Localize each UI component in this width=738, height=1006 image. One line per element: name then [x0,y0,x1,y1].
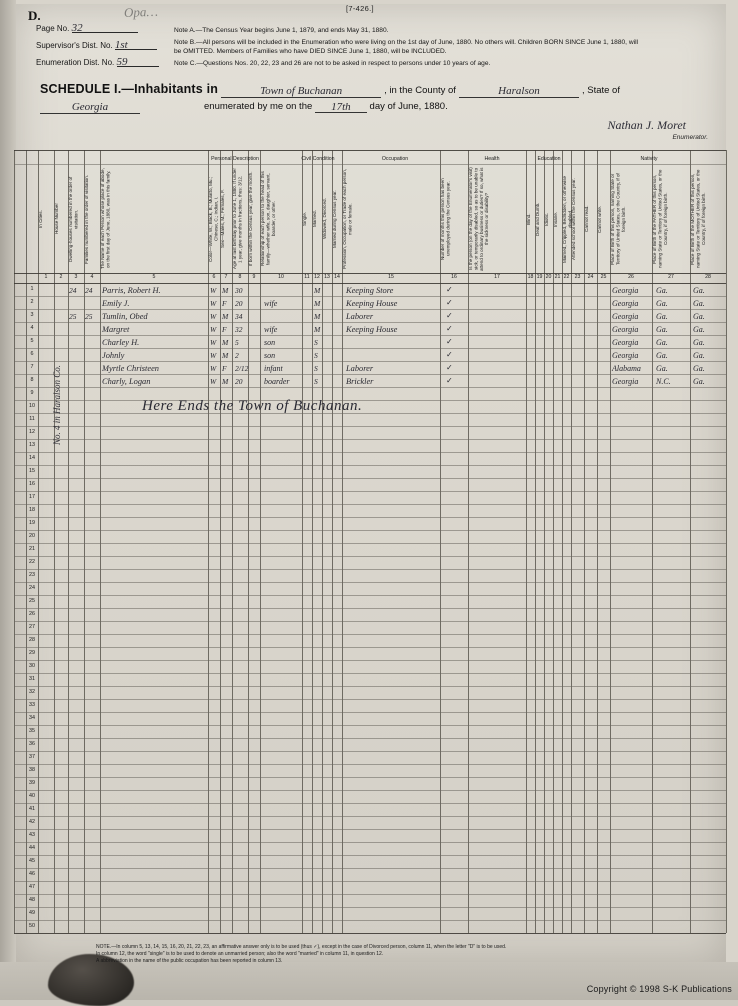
cell-mother-birthplace: Ga. [693,298,705,308]
row-number: 37 [29,754,35,760]
row-divider [14,855,726,856]
row-divider [14,920,726,921]
cell-occupation: Keeping House [346,298,398,308]
cell-sex: F [222,324,227,334]
row-divider [14,465,726,466]
cell-birthplace: Georgia [612,376,639,386]
row-divider [14,777,726,778]
cell-occupation: Keeping House [346,324,398,334]
column-number-11: 11 [304,274,310,280]
field-page-no [36,22,138,33]
cell-marital: M [314,311,321,321]
row-number: 11 [29,416,35,422]
row-divider [14,413,726,414]
column-header-5: The Name of each Person whose place of abode, on the first day of June, 1880, was in this family. [100,168,111,270]
cell-marital: M [314,324,321,334]
column-number-23: 23 [574,274,581,280]
row-divider [14,517,726,518]
cell-name: Parris, Robert H. [102,285,161,295]
footnote-3: A abbreviation in the name of the public occupation has been reported in column 13. [96,958,283,964]
row-divider [14,400,726,401]
column-number-7: 7 [224,274,228,280]
column-group-title: Personal Description [211,156,259,162]
row-number: 7 [30,364,34,370]
row-divider [14,608,726,609]
footnote-2: In column 12, the word "single" is to be used to denote an unmarried person; also the word "married" in column 11, in question 12. [96,951,384,957]
row-number: 9 [30,390,34,396]
row-divider [14,686,726,687]
column-header-4: Families numbered in the order of visitation. [84,174,89,264]
column-header-14: Married during Census year. [332,190,337,248]
column-number-3: 3 [74,274,78,280]
field-supervisor-dist [36,39,157,50]
row-divider [14,556,726,557]
row-divider [14,907,726,908]
row-divider [14,699,726,700]
row-divider [14,491,726,492]
cell-age: 5 [235,337,239,347]
cell-mother-birthplace: Ga. [693,337,705,347]
row-number: 30 [29,663,35,669]
row-divider [14,309,726,310]
cell-family-number: 24 [85,285,93,295]
form-header [14,0,726,140]
row-divider [14,296,726,297]
row-divider [14,439,726,440]
column-header-23: Attended school within the Census year. [571,178,576,260]
row-number: 2 [30,299,34,305]
cell-sex: M [222,337,229,347]
cell-age: 32 [235,324,243,334]
row-number: 43 [29,832,35,838]
column-header-11: Single. [302,211,307,227]
county-value: Haralson [498,85,540,97]
cell-birthplace: Georgia [612,298,639,308]
cell-name: Tumlin, Obed [102,311,148,321]
row-number: 41 [29,806,35,812]
county-label: , in the County of [384,85,456,96]
column-number-13: 13 [324,274,330,280]
enumerator-caption: Enumerator. [672,134,708,141]
column-number-9: 9 [252,274,256,280]
column-number-18: 18 [527,274,534,280]
column-number-14: 14 [334,274,340,280]
row-number: 20 [29,533,35,539]
cell-family-number: 25 [85,311,93,321]
cell-sex: M [222,285,229,295]
cell-color: W [210,376,217,386]
row-number: 23 [29,572,35,578]
column-header-10: Relationship of each person to the head of this family—whether wife, son, daughter, servant, boarder, or other. [260,171,276,267]
row-divider [14,530,726,531]
field-enumeration-dist-label: Enumeration Dist. No. [36,58,115,67]
column-number-15: 15 [388,274,394,280]
enumerator-signature: Nathan J. Moret [607,118,686,132]
handwritten-margin-scribble: Opa… [123,3,159,20]
checkmark-tick: ✓ [446,284,453,294]
column-number-5: 5 [152,274,156,280]
row-divider [14,660,726,661]
column-header-27: Place of Birth of the FATHER of this person, naming State or Territory of United States, or the Country, if of foreign birth. [652,169,668,269]
cell-father-birthplace: Ga. [656,324,668,334]
cell-color: W [210,311,217,321]
row-divider [14,881,726,882]
row-divider [14,150,726,151]
column-header-20: Idiotic. [544,212,549,226]
enumerated-rest: day of June, 1880. [369,101,448,112]
row-number: 16 [29,481,35,487]
row-number: 24 [29,585,35,591]
column-header-13: Widowed, Divorced. [322,198,327,240]
column-number-12: 12 [314,274,320,280]
row-divider [14,322,726,323]
note-b: Note B.—All persons will be included in the Enumeration who were living on the 1st day of June, 1880. No others will. Children BORN SINCE June 1, 1880, will be OMITTED. Members of Families who have DIED SINCE June 1, 1880, will be INCLUDED. [174,38,638,56]
column-header-28: Place of Birth of the MOTHER of this person, naming State or Territory of United States, or the Country, if of foreign birth. [690,169,706,269]
column-number-26: 26 [628,274,634,280]
cell-birthplace: Georgia [612,285,639,295]
column-header-19: Deaf and Dumb. [535,202,540,236]
enumerated-line [204,100,448,113]
cell-name: Margret [102,324,130,334]
column-number-8: 8 [238,274,242,280]
cell-relation: wife [264,324,278,334]
cell-relation: wife [264,298,278,308]
cell-mother-birthplace: Ga. [693,285,705,295]
note-a: Note A.—The Census Year begins June 1, 1879, and ends May 31, 1880. [174,27,389,34]
row-divider [14,361,726,362]
cell-birthplace: Georgia [612,324,639,334]
row-number: 15 [29,468,35,474]
column-header-26: Place of Birth of this person, naming State or Territory of United States, or the Country, if of foreign birth. [610,173,626,265]
field-supervisor-dist-value: 1st [114,39,128,51]
checkmark-tick: ✓ [446,336,453,346]
row-divider [14,543,726,544]
row-number: 36 [29,741,35,747]
column-header-2: House Number [54,203,59,235]
row-divider [14,348,726,349]
state-value: Georgia [71,101,109,113]
column-header-6: Color—White, W.; Black, B.; Mulatto, Mu.; Chinese, C.; Indian, I. [208,176,219,262]
column-group-title: Education [537,156,561,162]
cell-age: 20 [235,298,243,308]
cell-name: Charley H. [102,337,140,347]
cell-father-birthplace: Ga. [656,363,668,373]
row-divider [14,868,726,869]
enumerated-label: enumerated by me on the [204,101,313,112]
cell-birthplace: Alabama [612,363,641,373]
row-divider [14,595,726,596]
cell-mother-birthplace: Ga. [693,324,705,334]
cell-age: 2/12 [235,363,249,373]
row-number: 40 [29,793,35,799]
cell-birthplace: Georgia [612,311,639,321]
form-letter: D. [28,8,41,23]
row-number: 14 [29,455,35,461]
row-number: 38 [29,767,35,773]
checkmark-tick: ✓ [446,297,453,307]
column-header-12: Married. [312,210,317,228]
row-number: 46 [29,871,35,877]
row-divider [14,803,726,804]
cell-color: W [210,298,217,308]
row-divider [14,582,726,583]
field-page-no-value: 32 [71,22,83,34]
row-divider [14,387,726,388]
cell-sex: F [222,363,227,373]
column-header-7: Sex—Males, M.; Females, F. [220,189,225,249]
row-divider [14,816,726,817]
row-number: 35 [29,728,35,734]
column-number-1: 1 [44,274,48,280]
row-number: 33 [29,702,35,708]
cell-sex: F [222,298,227,308]
column-group-title: Nativity [640,156,658,162]
row-number: 13 [29,442,35,448]
copyright-notice: Copyright © 1998 S-K Publications [586,984,732,994]
row-number: 39 [29,780,35,786]
cell-father-birthplace: N.C. [656,376,671,386]
row-divider [14,712,726,713]
row-divider [14,829,726,830]
cell-marital: M [314,298,321,308]
row-divider [14,478,726,479]
column-number-27: 27 [668,274,674,280]
row-number: 28 [29,637,35,643]
note-c: Note C.—Questions Nos. 20, 22, 23 and 26 are not to be asked in respect to persons under 10 years of age. [174,59,491,67]
cell-father-birthplace: Ga. [656,350,668,360]
row-number: 25 [29,598,35,604]
checkmark-tick: ✓ [446,349,453,359]
cell-birthplace: Georgia [612,350,639,360]
column-header-8: Age at last birthday prior to June 1, 1880. If under 1 year, give months in fractions, thus: 3/12. [232,168,243,270]
cell-mother-birthplace: Ga. [693,363,705,373]
row-divider [14,673,726,674]
cell-father-birthplace: Ga. [656,337,668,347]
row-divider [14,426,726,427]
column-divider [726,150,727,933]
cell-name: Johnly [102,350,125,360]
cell-age: 2 [235,350,239,360]
column-header-24: Cannot read. [584,205,589,233]
column-number-19: 19 [536,274,543,280]
cell-father-birthplace: Ga. [656,285,668,295]
place-value: Town of Buchanan [260,85,343,97]
cell-relation: infant [264,363,283,373]
cell-age: 20 [235,376,243,386]
row-number: 26 [29,611,35,617]
table-footnotes [96,944,526,965]
cell-relation: boarder [264,376,290,386]
checkmark-tick: ✓ [446,323,453,333]
row-divider [14,790,726,791]
cell-name: Charly, Logan [102,376,151,386]
row-number: 12 [29,429,35,435]
row-divider [14,569,726,570]
cell-occupation: Laborer [346,311,374,321]
row-divider [14,725,726,726]
field-supervisor-dist-label: Supervisor's Dist. No. [36,41,113,50]
cell-mother-birthplace: Ga. [693,350,705,360]
row-divider [14,335,726,336]
row-number: 32 [29,689,35,695]
column-number-16: 16 [451,274,457,280]
checkmark-tick: ✓ [446,310,453,320]
column-header-18: Blind. [526,213,531,225]
cell-marital: S [314,350,318,360]
row-divider [14,751,726,752]
margin-vertical-note: No. 4 in Haralson Co. [52,364,62,445]
row-number: 6 [30,351,34,357]
cell-dwelling-number: 25 [69,311,77,321]
row-number: 4 [30,325,34,331]
row-divider [14,621,726,622]
cell-name: Emily J. [102,298,130,308]
cell-sex: M [222,350,229,360]
cell-age: 30 [235,285,243,295]
row-divider [14,504,726,505]
row-number: 42 [29,819,35,825]
cell-name: Myrtle Christeen [102,363,159,373]
row-divider [14,933,726,934]
column-group-title: Civil Condition [301,156,335,162]
row-divider [14,738,726,739]
cell-age: 34 [235,311,243,321]
column-header-15: Profession, Occupation, or Trade of each person, male or female. [342,168,353,270]
column-number-24: 24 [587,274,594,280]
column-header-3: Dwelling-houses numbered in the order of visitation. [68,176,79,262]
column-group-title: Occupation [381,156,409,162]
column-header-25: Cannot write. [597,205,602,233]
row-divider [14,894,726,895]
instruction-notes [174,26,644,70]
column-number-4: 4 [90,274,94,280]
row-number: 21 [29,546,35,552]
row-number: 47 [29,884,35,890]
checkmark-tick: ✓ [446,375,453,385]
column-number-2: 2 [59,274,63,280]
cell-father-birthplace: Ga. [656,311,668,321]
column-header-9: If born within the Census year, give the month. [248,171,253,267]
row-divider [14,452,726,453]
row-number: 49 [29,910,35,916]
cell-color: W [210,337,217,347]
cell-mother-birthplace: Ga. [693,311,705,321]
row-number: 50 [29,923,35,929]
cell-color: W [210,285,217,295]
column-header-16: Number of months this person has been unemployed during the Census year. [440,178,451,260]
cell-occupation: Brickler [346,376,374,386]
row-divider [14,764,726,765]
column-number-21: 21 [554,274,561,280]
cell-father-birthplace: Ga. [656,298,668,308]
row-number: 1 [30,286,34,292]
field-enumeration-dist [36,56,159,67]
cell-relation: son [264,350,276,360]
row-number: 31 [29,676,35,682]
cell-color: W [210,350,217,360]
column-number-22: 22 [563,274,570,280]
row-number: 18 [29,507,35,513]
row-number: 10 [29,403,35,409]
column-number-28: 28 [705,274,711,280]
row-divider [14,634,726,635]
row-number: 34 [29,715,35,721]
row-number: 19 [29,520,35,526]
column-header-22: Maimed, Crippled, Bedridden, or otherwise disabled. [562,175,573,263]
form-number: [7-426.] [346,4,374,13]
cell-occupation: Laborer [346,363,374,373]
row-divider [14,283,726,284]
cell-relation: son [264,337,276,347]
enumerated-day-value: 17th [331,101,351,113]
row-number: 17 [29,494,35,500]
cell-marital: M [314,285,321,295]
column-group-title: Health [484,156,500,162]
cell-marital: S [314,363,318,373]
row-divider [14,374,726,375]
cell-occupation: Keeping Store [346,285,394,295]
column-header-21: Insane. [553,211,558,227]
field-page-no-label: Page No. [36,24,70,33]
column-number-10: 10 [278,274,284,280]
field-enumeration-dist-value: 59 [116,56,128,68]
cell-color: W [210,324,217,334]
cell-marital: S [314,376,318,386]
row-divider [14,164,726,165]
cell-color: W [210,363,217,373]
row-number: 8 [30,377,34,383]
row-divider [14,842,726,843]
footnote-1: NOTE.—In column 5, 13, 14, 15, 16, 20, 21, 22, 23, an affirmative answer only is to be used (thus ✓), except in the case of Divorced person, column 11, when the letter "D" is to be used. [96,944,507,950]
column-number-6: 6 [212,274,216,280]
state-label: , State of [581,85,620,96]
census-table [14,150,726,940]
column-number-20: 20 [545,274,552,280]
row-divider [14,647,726,648]
cell-marital: S [314,337,318,347]
column-number-25: 25 [600,274,607,280]
cell-mother-birthplace: Ga. [693,376,705,386]
row-number: 29 [29,650,35,656]
row-number: 22 [29,559,35,565]
row-number: 48 [29,897,35,903]
cell-birthplace: Georgia [612,337,639,347]
row-number: 45 [29,858,35,864]
schedule-title: SCHEDULE I.—Inhabitants in [40,82,219,96]
checkmark-tick: ✓ [446,362,453,372]
cell-dwelling-number: 24 [69,285,77,295]
cell-sex: M [222,376,229,386]
column-number-17: 17 [494,274,500,280]
row-number: 5 [30,338,34,344]
column-header-17: Is the person (on the day of the Enumerator's visit) sick, or temporarily disabled, so as to be unable to attend to ordinary business or duties? If so, what is the sickness or disability? [468,167,490,271]
row-number: 27 [29,624,35,630]
closing-statement: Here Ends the Town of Buchanan. [142,398,363,414]
row-number: 44 [29,845,35,851]
column-header-1: In Cities. [38,210,43,228]
row-number: 3 [30,312,34,318]
cell-sex: M [222,311,229,321]
